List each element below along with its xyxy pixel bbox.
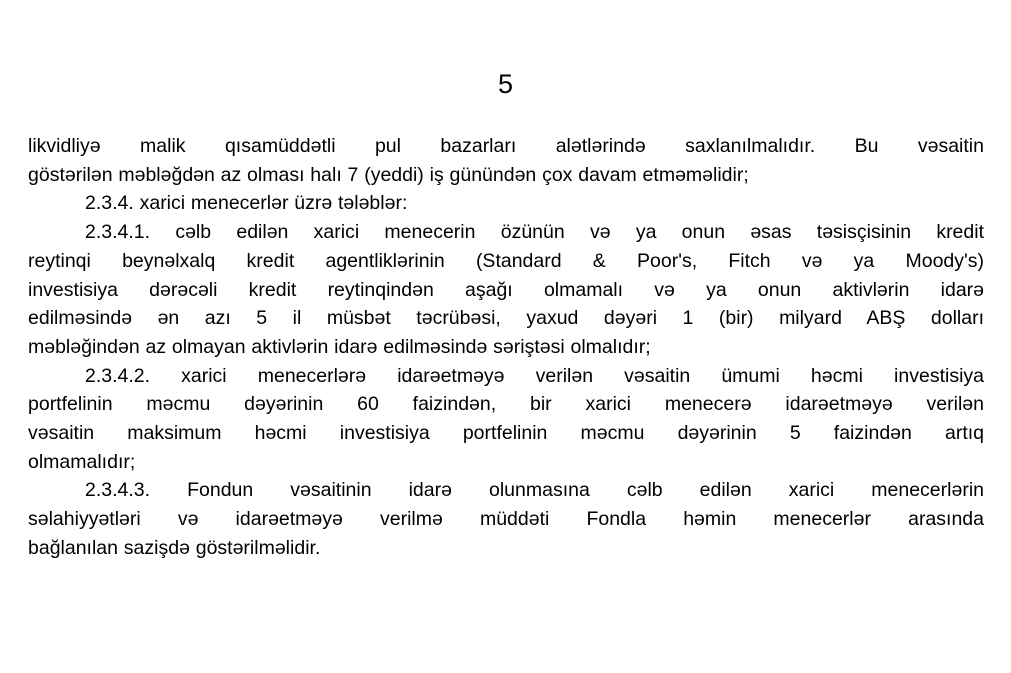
text-line: investisiya dərəcəli kredit reytinqindən aşağı olmamalı və ya onun aktivlərin idarə (28, 278, 984, 301)
text-line: portfelinin məcmu dəyərinin 60 faizindən, bir xarici menecerə idarəetməyə verilən (28, 393, 984, 416)
text-line: məbləğindən az olmayan aktivlərin idarə edilməsində səriştəsi olmalıdır; (28, 335, 651, 358)
page-number: 5 (497, 69, 514, 99)
document-body (28, 132, 984, 563)
text-line: səlahiyyətləri və idarəetməyə verilmə müddəti Fondla həmin menecerlər arasında (28, 508, 984, 531)
text-line: likvidliyə malik qısamüddətli pul bazarları alətlərində saxlanılmalıdır. Bu vəsaitin (28, 135, 984, 157)
text-line: 2.3.4. xarici menecerlər üzrə tələblər: (85, 192, 408, 215)
text-line: vəsaitin maksimum həcmi investisiya portfelinin məcmu dəyərinin 5 faizindən artıq (28, 422, 984, 445)
text-line: 2.3.4.3. Fondun vəsaitinin idarə olunmasına cəlb edilən xarici menecerlərin (85, 479, 984, 502)
text-line: 2.3.4.1. cəlb edilən xarici menecerin özünün və ya onun əsas təsisçisinin kredit (85, 221, 984, 244)
text-line: olmamalıdır; (28, 450, 136, 473)
text-line: bağlanılan sazişdə göstərilməlidir. (28, 536, 321, 559)
text-line: 2.3.4.2. xarici menecerlərə idarəetməyə verilən vəsaitin ümumi həcmi investisiya (85, 364, 984, 387)
text-line: göstərilən məbləğdən az olması halı 7 (yeddi) iş günündən çox davam etməməlidir; (28, 163, 749, 186)
text-line: edilməsində ən azı 5 il müsbət təcrübəsi, yaxud dəyəri 1 (bir) milyard ABŞ dolları (28, 307, 984, 330)
text-line: reytinqi beynəlxalq kredit agentliklərinin (Standard & Poor's, Fitch və ya Moody's) (28, 249, 984, 272)
